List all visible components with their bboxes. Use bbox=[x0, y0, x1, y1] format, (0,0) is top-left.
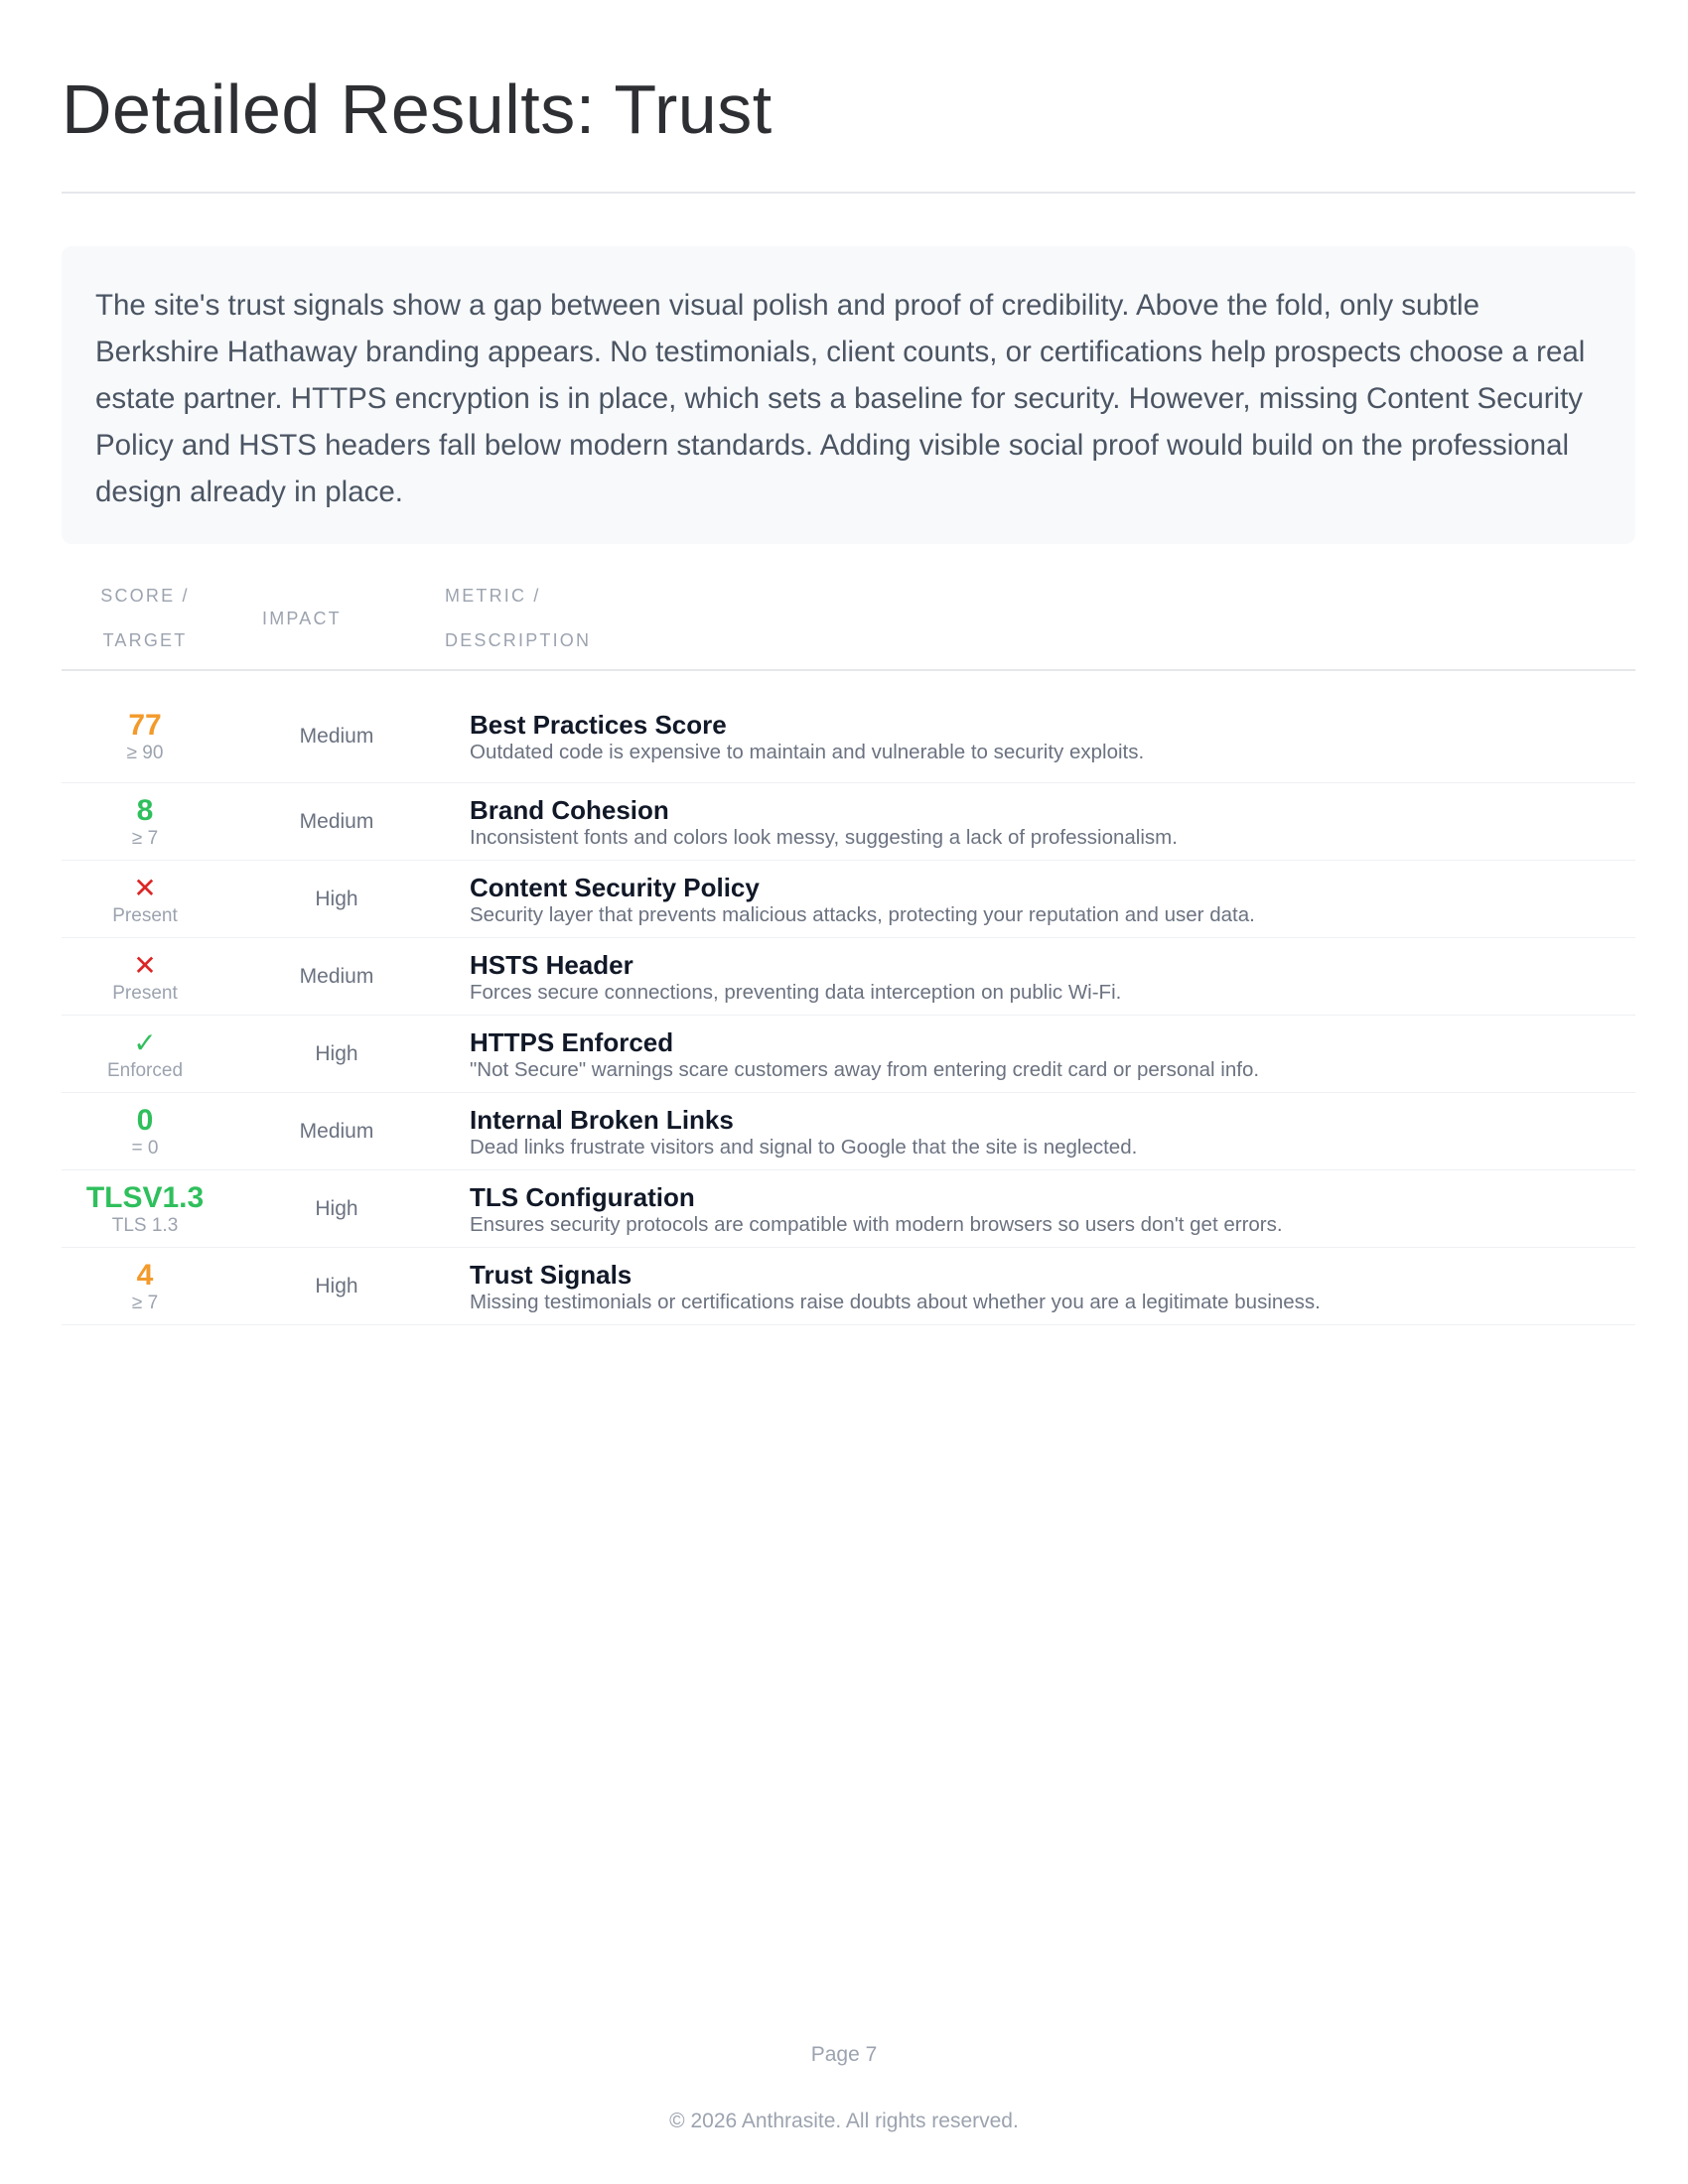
header-target-label: TARGET bbox=[102, 630, 188, 650]
table-row bbox=[62, 1093, 1635, 1170]
metric-cell bbox=[445, 861, 1635, 938]
header-description-label: DESCRIPTION bbox=[445, 630, 592, 650]
metric-cell bbox=[445, 1016, 1635, 1093]
table-row bbox=[62, 783, 1635, 861]
table-row bbox=[62, 938, 1635, 1016]
header-impact bbox=[228, 574, 445, 670]
score-target: ≥ 7 bbox=[131, 827, 159, 849]
score-cell bbox=[62, 938, 228, 1016]
score-target: = 0 bbox=[131, 1137, 159, 1159]
metric-description: Inconsistent fonts and colors look messy, suggesting a lack of professionalism. bbox=[470, 825, 1178, 849]
page-title: Detailed Results: Trust bbox=[62, 70, 773, 148]
score-cell bbox=[62, 670, 228, 783]
metric-description: Outdated code is expensive to maintain and vulnerable to security exploits. bbox=[470, 741, 1145, 763]
score-target: Present bbox=[112, 982, 178, 1004]
impact-level: High bbox=[228, 1170, 445, 1248]
cross-icon: ✕ bbox=[133, 872, 157, 903]
metric-name: Trust Signals bbox=[470, 1259, 633, 1290]
metric-name: HTTPS Enforced bbox=[470, 1026, 674, 1057]
impact-level: High bbox=[228, 1016, 445, 1093]
metric-description: Security layer that prevents malicious attacks, protecting your reputation and user data. bbox=[470, 902, 1255, 926]
metric-name: Brand Cohesion bbox=[470, 794, 669, 825]
score-value: TLSV1.3 bbox=[85, 1180, 205, 1214]
score-target: TLS 1.3 bbox=[111, 1214, 179, 1236]
table-row bbox=[62, 861, 1635, 938]
score-target: Present bbox=[112, 904, 178, 926]
score-target: ≥ 7 bbox=[131, 1292, 159, 1313]
table-row bbox=[62, 1170, 1635, 1248]
header-metric-label: METRIC / bbox=[445, 586, 541, 606]
metric-cell bbox=[445, 783, 1635, 861]
metric-description: Forces secure connections, preventing data interception on public Wi-Fi. bbox=[470, 980, 1122, 1004]
score-value: 8 bbox=[136, 793, 154, 827]
metric-cell bbox=[445, 670, 1635, 783]
metric-name: Best Practices Score bbox=[470, 710, 727, 740]
score-target: ≥ 90 bbox=[126, 743, 164, 763]
impact-level: Medium bbox=[228, 938, 445, 1016]
metric-name: TLS Configuration bbox=[470, 1181, 695, 1212]
impact-level: High bbox=[228, 1248, 445, 1325]
score-cell bbox=[62, 1016, 228, 1093]
metric-cell bbox=[445, 1170, 1635, 1248]
score-cell bbox=[62, 783, 228, 861]
impact-level: High bbox=[228, 861, 445, 938]
impact-level: Medium bbox=[228, 670, 445, 783]
check-icon: ✓ bbox=[133, 1026, 157, 1058]
results-table bbox=[62, 574, 1635, 1325]
score-cell bbox=[62, 861, 228, 938]
impact-level: Medium bbox=[228, 1093, 445, 1170]
score-value: 0 bbox=[136, 1103, 154, 1137]
table-header bbox=[62, 574, 1635, 670]
summary-box bbox=[62, 246, 1635, 544]
header-impact-label: IMPACT bbox=[262, 608, 342, 628]
metric-description: Dead links frustrate visitors and signal to Google that the site is neglected. bbox=[470, 1135, 1138, 1159]
metric-description: Ensures security protocols are compatible with modern browsers so users don't get errors. bbox=[470, 1212, 1283, 1236]
score-value: 4 bbox=[136, 1258, 154, 1292]
score-value: 77 bbox=[128, 709, 162, 742]
table-body bbox=[62, 670, 1635, 1325]
metric-cell bbox=[445, 1093, 1635, 1170]
title-divider bbox=[62, 192, 1635, 194]
score-cell bbox=[62, 1170, 228, 1248]
table-row bbox=[62, 1016, 1635, 1093]
header-score-target bbox=[62, 574, 228, 670]
table-row bbox=[62, 1248, 1635, 1325]
copyright-notice: © 2026 Anthrasite. All rights reserved. bbox=[669, 2110, 1019, 2132]
metric-name: HSTS Header bbox=[470, 949, 633, 980]
metric-name: Content Security Policy bbox=[470, 872, 760, 902]
score-cell bbox=[62, 1248, 228, 1325]
impact-level: Medium bbox=[228, 783, 445, 861]
page-number: Page 7 bbox=[810, 2043, 878, 2066]
metric-description: "Not Secure" warnings scare customers away from entering credit card or personal info. bbox=[470, 1057, 1260, 1081]
metric-cell bbox=[445, 938, 1635, 1016]
header-score-label: SCORE / bbox=[100, 586, 190, 606]
cross-icon: ✕ bbox=[133, 949, 157, 981]
table-row bbox=[62, 670, 1635, 783]
header-metric-description bbox=[445, 574, 1635, 670]
metric-description: Missing testimonials or certifications raise doubts about whether you are a legitimate business. bbox=[470, 1290, 1321, 1313]
score-target: Enforced bbox=[106, 1059, 184, 1081]
metric-cell bbox=[445, 1248, 1635, 1325]
summary-text: The site's trust signals show a gap between visual polish and proof of credibility. Above the fold, only subtle Berkshire Hathaway branding appears. No testimonials, client counts, or certifications help prospects choose a real estate partner. HTTPS encryption is in place, which sets a baseline for security. However, missing Content Security Policy and HSTS headers fall below modern standards. Adding visible social proof would build on the professional design already in place. bbox=[95, 289, 1586, 508]
score-cell bbox=[62, 1093, 228, 1170]
metric-name: Internal Broken Links bbox=[470, 1104, 734, 1135]
